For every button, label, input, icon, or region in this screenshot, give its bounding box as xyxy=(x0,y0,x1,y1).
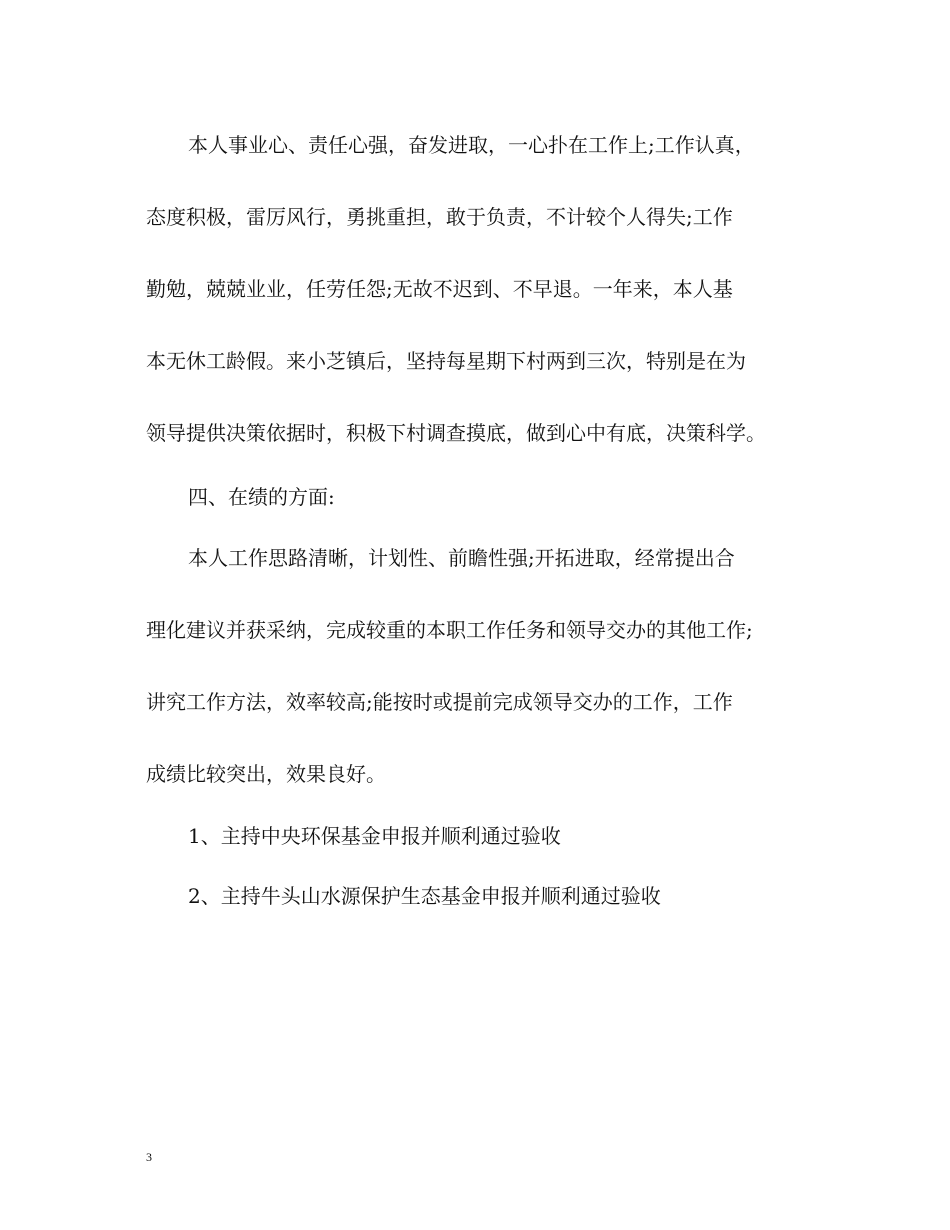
paragraph-line: 勤勉，兢兢业业，任劳任怨;无故不迟到、不早退。一年来，本人基 xyxy=(146,277,733,301)
list-item: 2、主持牛头山水源保护生态基金申报并顺利通过验收 xyxy=(188,884,661,908)
paragraph-line: 成绩比较突出，效果良好。 xyxy=(146,762,386,786)
paragraph-line: 领导提供决策依据时，积极下村调查摸底，做到心中有底，决策科学。 xyxy=(146,421,766,445)
paragraph-line: 本人事业心、责任心强，奋发进取，一心扑在工作上;工作认真， xyxy=(188,133,755,157)
page-number: 3 xyxy=(146,1150,152,1164)
paragraph-line: 本人工作思路清晰，计划性、前瞻性强;开拓进取，经常提出合 xyxy=(188,546,735,570)
paragraph-line: 态度积极，雷厉风行，勇挑重担，敢于负责，不计较个人得失;工作 xyxy=(146,205,733,229)
paragraph-line: 本无休工龄假。来小芝镇后，坚持每星期下村两到三次，特别是在为 xyxy=(146,349,746,373)
paragraph-line: 理化建议并获采纳，完成较重的本职工作任务和领导交办的其他工作; xyxy=(146,618,753,642)
list-item: 1、主持中央环保基金申报并顺利通过验收 xyxy=(188,824,561,848)
paragraph-line: 讲究工作方法，效率较高;能按时或提前完成领导交办的工作，工作 xyxy=(146,690,733,714)
section-heading: 四、在绩的方面: xyxy=(188,485,335,509)
